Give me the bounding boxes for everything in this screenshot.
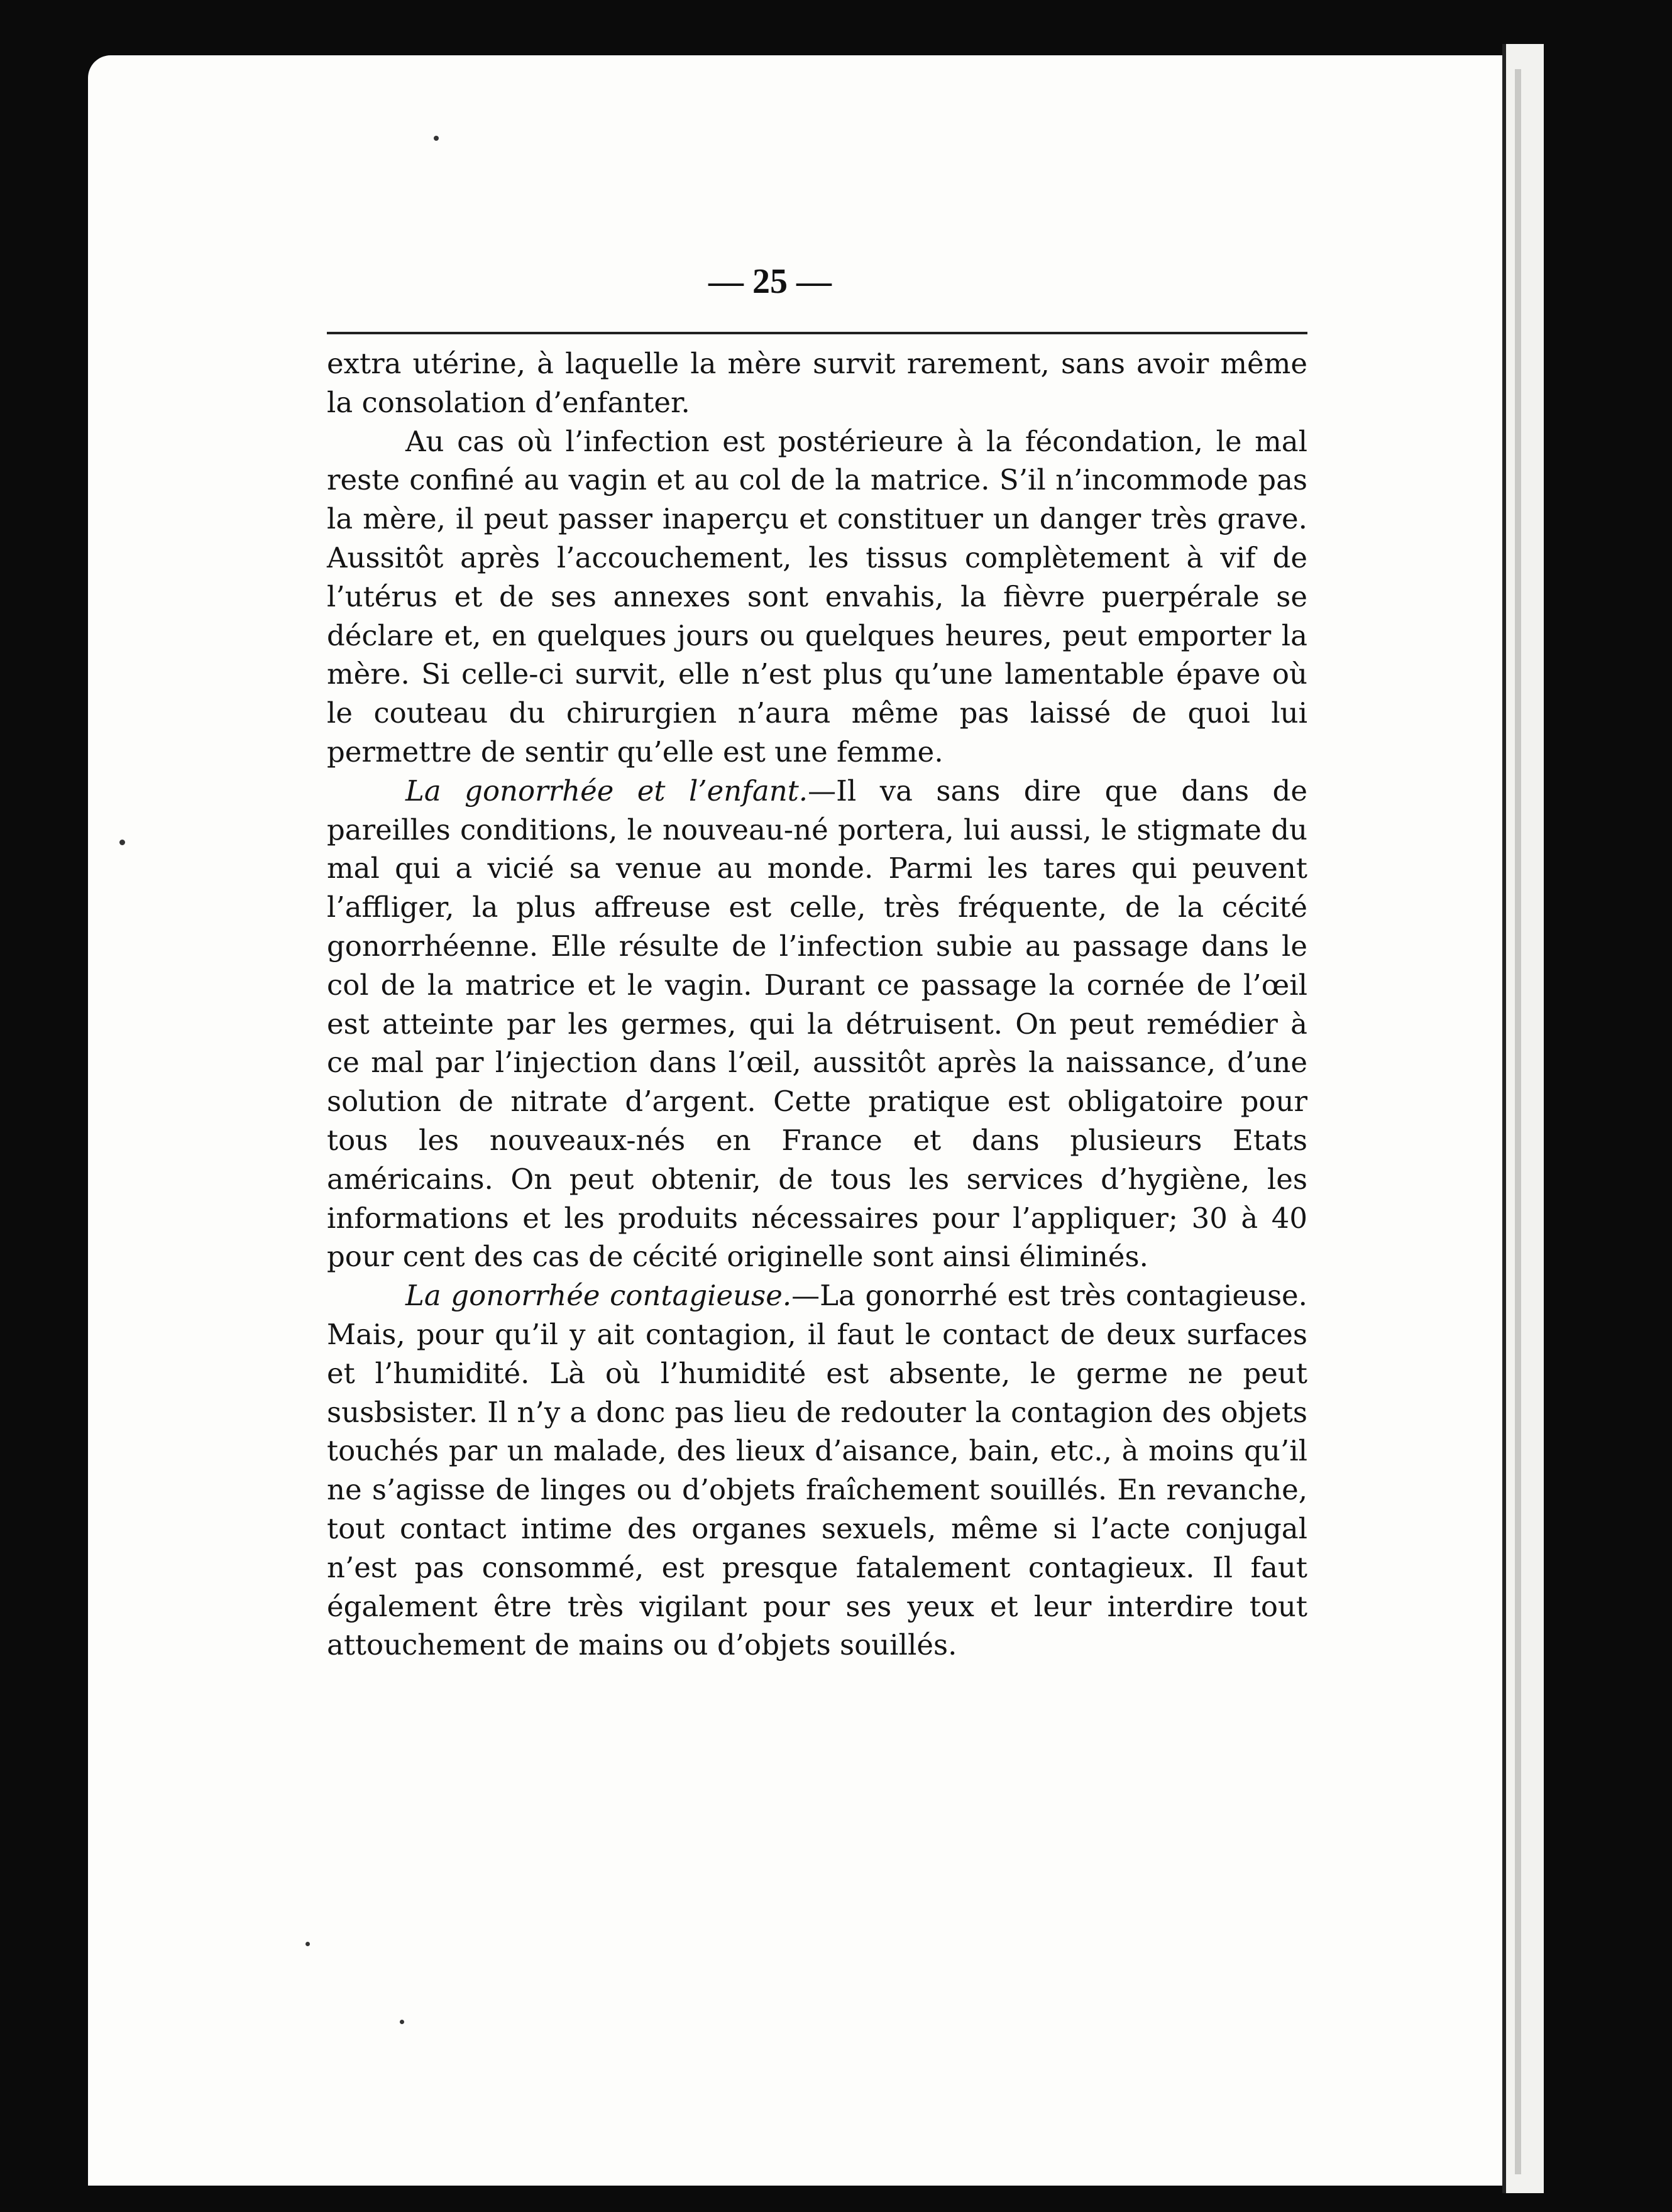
paragraph-text: extra utérine, à laquelle la mère survit rarement, sans avoir même la consolation d’enfanter.: [327, 347, 1307, 419]
paragraph: [327, 1276, 1307, 1665]
section-heading: La gonorrhée contagieuse.: [405, 1279, 792, 1313]
dust-speck: [434, 136, 439, 141]
page-number: — 25 —: [708, 262, 832, 301]
paragraph: [327, 772, 1307, 1276]
paragraph: [327, 422, 1307, 772]
paragraph: [327, 344, 1307, 422]
paragraph-text: —La gonorrhé est très contagieuse. Mais, pour qu’il y ait contagion, il faut le contact de deux surfaces et l’humidité. Là où l’humidité est absente, le germe ne peut susbsister. Il n’y a donc pas lieu de redouter la contagion des objets touchés par un malade, des lieux d’aisance, bain, etc., à moins qu’il ne s’agisse de linges ou d’objets fraîchement souillés. En revanche, tout contact intime des organes sexuels, même si l’acte conjugal n’est pas consommé, est presque fatalement contagieux. Il faut également être très vigilant pour ses yeux et leur interdire tout attouchement de mains ou d’objets souillés.: [327, 1279, 1307, 1662]
dust-speck: [119, 840, 125, 845]
section-heading: La gonorrhée et l’enfant.: [405, 774, 808, 808]
header-rule: [327, 332, 1307, 334]
dust-speck: [400, 2020, 404, 2024]
dust-speck: [305, 1942, 310, 1946]
paragraph-text: —Il va sans dire que dans de pareilles conditions, le nouveau-né portera, lui aussi, le stigmate du mal qui a vicié sa venue au monde. Parmi les tares qui peuvent l’affliger, la plus affreuse est celle, très fréquente, de la cécité gonorrhéenne. Elle résulte de l’infection subie au passage dans le col de la matrice et le vagin. Durant ce passage la cornée de l’œil est atteinte par les germes, qui la détruisent. On peut remédier à ce mal par l’injection dans l’œil, aussitôt après la naissance, d’une solution de nitrate d’argent. Cette pratique est obligatoire pour tous les nouveaux-nés en France et dans plusieurs Etats américains. On peut obtenir, de tous les services d’hygiène, les informations et les produits nécessaires pour l’appliquer; 30 à 40 pour cent des cas de cécité originelle sont ainsi éliminés.: [327, 774, 1307, 1274]
next-page-edge: [1502, 44, 1544, 2193]
page-edge-shadow: [1515, 69, 1521, 2174]
body-text: [327, 344, 1307, 1665]
paragraph-text: Au cas où l’infection est postérieure à la fécondation, le mal reste confiné au vagin et au col de la matrice. S’il n’incommode pas la mère, il peut passer inaperçu et constituer un danger très grave. Aussitôt après l’accouchement, les tissus complètement à vif de l’utérus et de ses annexes sont envahis, la fièvre puerpérale se déclare et, en quelques jours ou quelques heures, peut emporter la mère. Si celle-ci survit, elle n’est plus qu’une lamentable épave où le couteau du chirurgien n’aura même pas laissé de quoi lui permettre de sentir qu’elle est une femme.: [327, 424, 1307, 769]
